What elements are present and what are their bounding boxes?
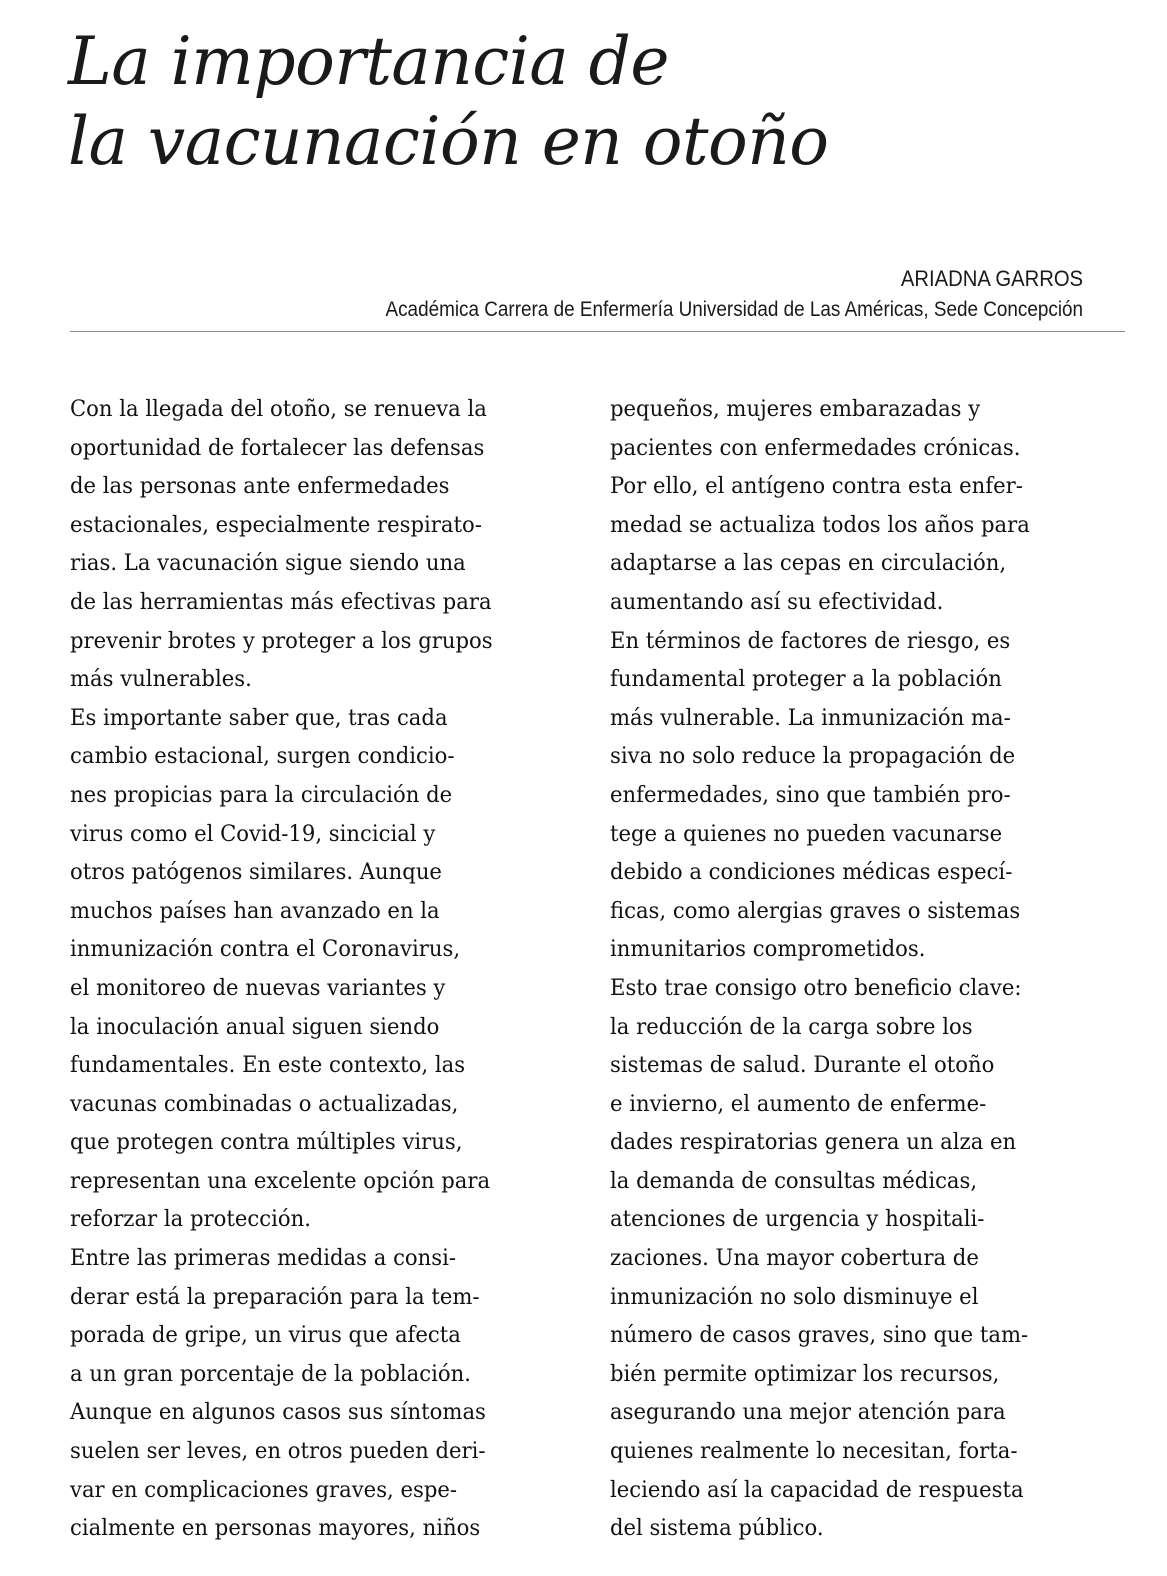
- body-text-line: reforzar la protección.: [70, 1206, 311, 1233]
- body-text-line: porada de gripe, un virus que afecta: [70, 1322, 461, 1349]
- body-text-line: dades respiratorias genera un alza en: [610, 1129, 1017, 1156]
- body-text-line: fundamental proteger a la población: [610, 666, 1002, 693]
- body-text-line: Entre las primeras medidas a consi-: [70, 1245, 457, 1272]
- body-text-line: rias. La vacunación sigue siendo una: [70, 550, 466, 577]
- body-text-line: e invierno, el aumento de enferme-: [610, 1090, 987, 1117]
- article-title: [68, 22, 1108, 182]
- body-text-line: fundamentales. En este contexto, las: [70, 1052, 466, 1079]
- body-text-line: nes propicias para la circulación de: [70, 781, 453, 808]
- body-text-line: aumentando así su efectividad.: [610, 588, 944, 615]
- body-text-line: de las personas ante enfermedades: [70, 473, 450, 500]
- body-text-line: atenciones de urgencia y hospitali-: [610, 1206, 985, 1233]
- body-column-right: [610, 390, 1120, 1548]
- body-text-line: derar está la preparación para la tem-: [70, 1283, 480, 1310]
- body-text-line: del sistema público.: [610, 1515, 824, 1542]
- body-text-line: cialmente en personas mayores, niños: [70, 1515, 481, 1542]
- body-text-line: más vulnerables.: [70, 666, 252, 693]
- article-title-line-1: La importancia de: [68, 23, 669, 100]
- body-text-line: la reducción de la carga sobre los: [610, 1013, 973, 1040]
- body-text-line: inmunitarios comprometidos.: [610, 936, 926, 963]
- body-text-line: Esto trae consigo otro beneficio clave:: [610, 974, 1022, 1001]
- body-text-line: adaptarse a las cepas en circulación,: [610, 550, 1007, 577]
- body-text-line: la demanda de consultas médicas,: [610, 1167, 978, 1194]
- body-text-line: leciendo así la capacidad de respuesta: [610, 1476, 1024, 1503]
- body-text-line: var en complicaciones graves, espe-: [70, 1476, 458, 1503]
- body-text-line: prevenir brotes y proteger a los grupos: [70, 627, 493, 654]
- body-text-line: enfermedades, sino que también pro-: [610, 781, 1011, 808]
- body-text-line: vacunas combinadas o actualizadas,: [70, 1090, 459, 1117]
- body-text-line: bién permite optimizar los recursos,: [610, 1360, 1000, 1387]
- author-name: ARIADNA GARROS: [900, 266, 1083, 291]
- body-text-line: En términos de factores de riesgo, es: [610, 627, 1011, 654]
- body-text-line: ficas, como alergias graves o sistemas: [610, 897, 1021, 924]
- body-text-line: el monitoreo de nuevas variantes y: [70, 974, 446, 1001]
- body-text-line: virus como el Covid-19, sincicial y: [70, 820, 436, 847]
- body-text-line: número de casos graves, sino que tam-: [610, 1322, 1029, 1349]
- body-text-line: otros patógenos similares. Aunque: [70, 859, 442, 886]
- body-text-line: representan una excelente opción para: [70, 1167, 491, 1194]
- body-text-line: cambio estacional, surgen condicio-: [70, 743, 455, 770]
- body-text-line: pacientes con enfermedades crónicas.: [610, 434, 1021, 461]
- body-text-line: Con la llegada del otoño, se renueva la: [70, 396, 487, 422]
- byline: [308, 263, 1083, 325]
- body-text-line: quienes realmente lo necesitan, forta-: [610, 1438, 1018, 1465]
- body-text-line: Aunque en algunos casos sus síntomas: [70, 1399, 486, 1426]
- body-text-line: siva no solo reduce la propagación de: [610, 743, 1016, 770]
- body-text-line: Es importante saber que, tras cada: [70, 704, 448, 731]
- body-text-line: Por ello, el antígeno contra esta enfer-: [610, 473, 1023, 500]
- body-text-line: inmunización no solo disminuye el: [610, 1283, 979, 1310]
- header-divider: [70, 331, 1125, 332]
- body-text-line: oportunidad de fortalecer las defensas: [70, 434, 485, 461]
- author-affiliation: Académica Carrera de Enfermería Universidad de Las Américas, Sede Concepción: [385, 298, 1083, 321]
- body-text-line: suelen ser leves, en otros pueden deri-: [70, 1438, 486, 1465]
- article-title-line-2: la vacunación en otoño: [68, 103, 829, 180]
- body-text-line: debido a condiciones médicas especí-: [610, 859, 1013, 886]
- body-text-line: más vulnerable. La inmunización ma-: [610, 704, 1011, 731]
- body-text-line: inmunización contra el Coronavirus,: [70, 936, 461, 963]
- body-text-line: que protegen contra múltiples virus,: [70, 1129, 463, 1156]
- body-text-line: zaciones. Una mayor cobertura de: [610, 1245, 979, 1272]
- body-text-line: de las herramientas más efectivas para: [70, 588, 492, 615]
- body-text-line: asegurando una mejor atención para: [610, 1399, 1006, 1426]
- body-text-line: muchos países han avanzado en la: [70, 897, 440, 924]
- body-text-line: tege a quienes no pueden vacunarse: [610, 820, 1003, 847]
- body-text-line: a un gran porcentaje de la población.: [70, 1360, 471, 1387]
- body-text-line: pequeños, mujeres embarazadas y: [610, 396, 981, 422]
- body-column-left: [70, 390, 580, 1548]
- body-text-line: estacionales, especialmente respirato-: [70, 511, 482, 538]
- body-text-line: medad se actualiza todos los años para: [610, 511, 1030, 538]
- body-text-line: sistemas de salud. Durante el otoño: [610, 1052, 995, 1079]
- body-text-line: la inoculación anual siguen siendo: [70, 1013, 440, 1040]
